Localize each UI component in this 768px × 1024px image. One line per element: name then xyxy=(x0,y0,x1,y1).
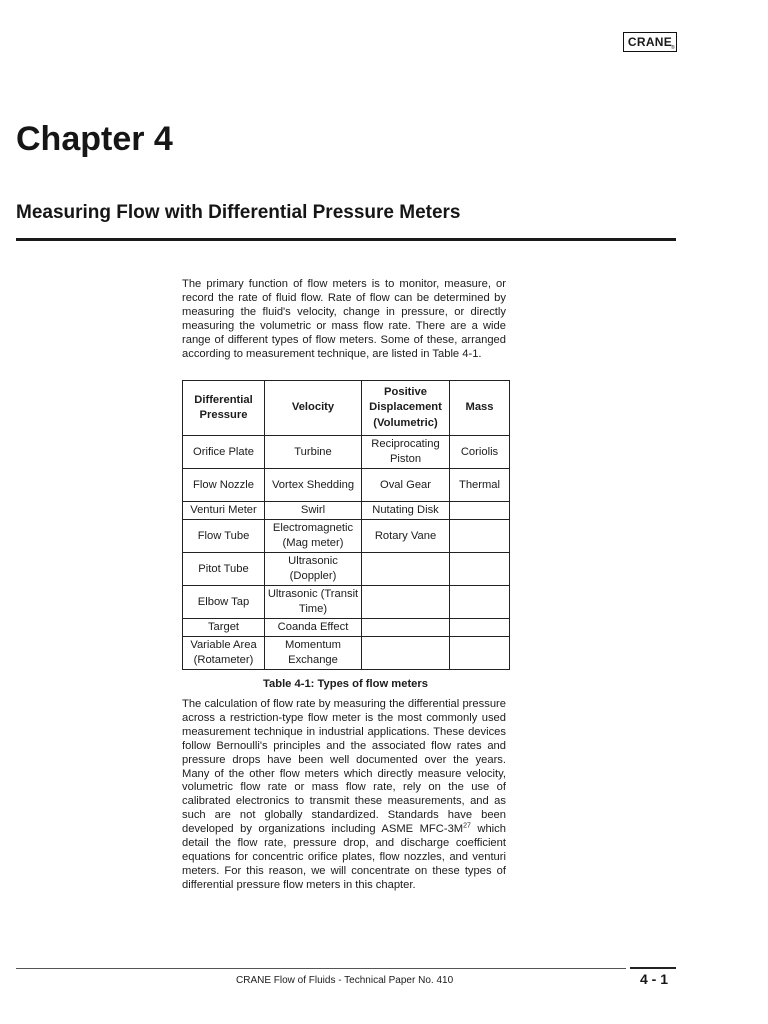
table-cell xyxy=(450,520,510,553)
table-cell: Flow Nozzle xyxy=(183,469,265,502)
table-cell: Target xyxy=(183,619,265,637)
table-cell: Coriolis xyxy=(450,436,510,469)
table-row xyxy=(183,553,510,586)
table-cell: Reciprocating Piston xyxy=(362,436,450,469)
table-cell xyxy=(450,637,510,670)
table-cell: Variable Area (Rotameter) xyxy=(183,637,265,670)
table-cell: Ultrasonic (Doppler) xyxy=(265,553,362,586)
table-cell xyxy=(450,553,510,586)
table-row xyxy=(183,502,510,520)
registered-mark: ® xyxy=(671,45,675,51)
table-cell xyxy=(362,619,450,637)
table-cell xyxy=(362,637,450,670)
table-row xyxy=(183,469,510,502)
table-cell xyxy=(450,619,510,637)
table-cell: Ultrasonic (Transit Time) xyxy=(265,586,362,619)
table-caption: Table 4-1: Types of flow meters xyxy=(263,678,428,690)
table-cell: Venturi Meter xyxy=(183,502,265,520)
table-row xyxy=(183,586,510,619)
body-text: which detail the flow rate, pressure drop, and discharge coefficient equations for concentric orifice plates, flow nozzles, and venturi meters. For this reason, we will concentrate on these types of differential pressure flow meters in this chapter. xyxy=(182,823,506,891)
table-row xyxy=(183,637,510,670)
footer-divider xyxy=(16,968,626,969)
table-cell: Electromagnetic (Mag meter) xyxy=(265,520,362,553)
table-cell: Flow Tube xyxy=(183,520,265,553)
table-cell: Nutating Disk xyxy=(362,502,450,520)
table-header: Mass xyxy=(450,381,510,436)
table-row xyxy=(183,520,510,553)
footnote-reference: 27 xyxy=(463,822,471,830)
flow-meter-table xyxy=(182,380,510,670)
table-cell: Oval Gear xyxy=(362,469,450,502)
table-row xyxy=(183,619,510,637)
table-cell: Swirl xyxy=(265,502,362,520)
table-cell xyxy=(362,553,450,586)
table-cell: Pitot Tube xyxy=(183,553,265,586)
footer-divider-accent xyxy=(630,967,676,969)
section-title: Measuring Flow with Differential Pressure Meters xyxy=(16,202,461,223)
table-cell xyxy=(450,586,510,619)
crane-logo xyxy=(623,32,677,52)
table-cell: Turbine xyxy=(265,436,362,469)
intro-paragraph: The primary function of flow meters is to monitor, measure, or record the rate of fluid flow. Rate of flow can be determined by measuring the fluid's velocity, change in pressure, or directly measuring the volumetric or mass flow rate. There are a wide range of different types of flow meters. Some of these, arranged according to measurement technique, are listed in Table 4-1. xyxy=(182,278,506,360)
table-cell: Momentum Exchange xyxy=(265,637,362,670)
table-header: Differential Pressure xyxy=(183,381,265,436)
logo-text: CRANE xyxy=(627,35,673,49)
table-cell: Vortex Shedding xyxy=(265,469,362,502)
title-divider xyxy=(16,238,676,241)
table-header-row xyxy=(183,381,510,436)
chapter-title: Chapter 4 xyxy=(16,120,173,158)
page-number: 4 - 1 xyxy=(640,971,669,987)
body-paragraph xyxy=(182,698,506,893)
table-cell xyxy=(362,586,450,619)
table-header: Positive Displacement (Volumetric) xyxy=(362,381,450,436)
table-cell: Orifice Plate xyxy=(183,436,265,469)
table-cell xyxy=(450,502,510,520)
table-header: Velocity xyxy=(265,381,362,436)
table-cell: Rotary Vane xyxy=(362,520,450,553)
footer-text: CRANE Flow of Fluids - Technical Paper No. 410 xyxy=(236,975,454,986)
table-row xyxy=(183,436,510,469)
table-cell: Coanda Effect xyxy=(265,619,362,637)
table-cell: Thermal xyxy=(450,469,510,502)
body-text: The calculation of flow rate by measuring the differential pressure across a restriction-type flow meter is the most commonly used measurement technique in industrial applications. These devices follow Bernoulli's principles and the associated flow rates and pressure drops have been well documented over the years. Many of the other flow meters which directly measure velocity, volumetric flow rate or mass flow rate, rely on the use of calibrated electronics to transmit these measurements, and as such are not globally standardized. Standards have been developed by organizations including ASME MFC-3M xyxy=(182,698,506,836)
table-cell: Elbow Tap xyxy=(183,586,265,619)
